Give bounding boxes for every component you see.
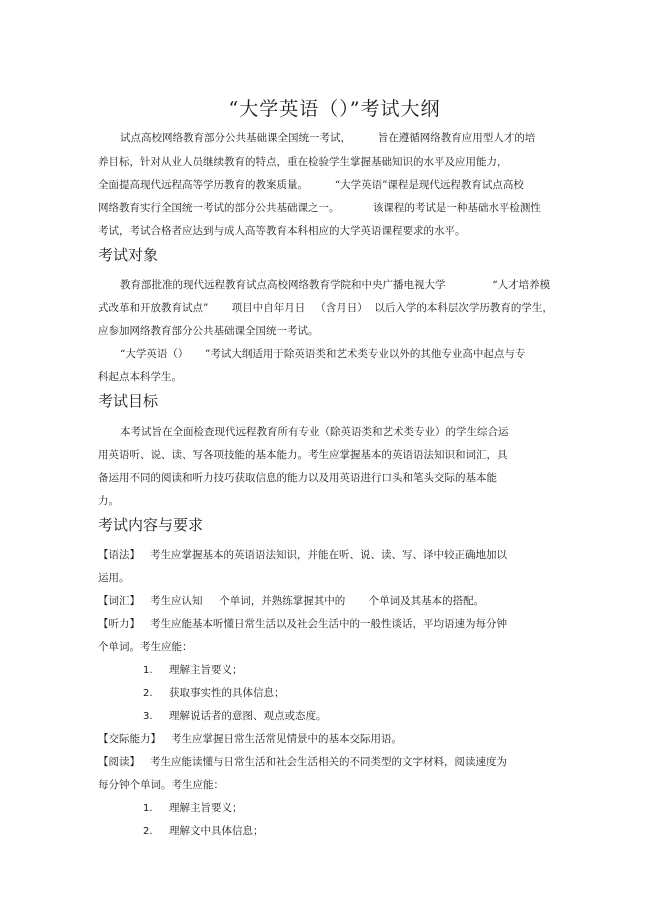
section-line: 备运用不同的阅读和听力技巧获取信息的能力以及用英语进行口头和笔头交际的基本能 (98, 472, 497, 484)
intro-line: 网络教育实行全国统一考试的部分公共基础课之一。 该课程的考试是一种基础水平检测性 (98, 202, 541, 214)
section-line: 运用。 (98, 572, 130, 584)
list-item-number: 1. (143, 803, 153, 814)
intro-line: 全面提高现代远程高等学历教育的教案质量。 “大学英语”课程是现代远程教育试点高校 (98, 179, 524, 191)
section-line: 【听力】 考生应能基本听懂日常生活以及社会生活中的一般性谈话，平均语速为每分钟 (98, 618, 508, 630)
section-line: 科起点本科学生。 (98, 371, 182, 383)
list-item (143, 824, 264, 839)
list-item-number: 2. (143, 688, 153, 699)
section-line: 【交际能力】 考生应掌握日常生活常见情景中的基本交际用语。 (98, 733, 403, 745)
section-line: 用英语听、说、读、写各项技能的基本能力。考生应掌握基本的英语语法知识和词汇，具 (98, 449, 508, 461)
list-item-text: 理解主旨要义； (169, 664, 243, 676)
section-heading: 考试内容与要求 (98, 516, 204, 534)
section-heading: 考试对象 (98, 246, 159, 264)
section-line: 式改革和开放教育试点” 项目中自年月日 （含月日） 以后入学的本科层次学历教育的学生， (98, 302, 553, 314)
list-item-number: 3. (143, 711, 153, 722)
section-line: 力。 (98, 495, 119, 507)
section-heading: 考试目标 (98, 392, 159, 410)
list-item (143, 686, 285, 701)
list-item-text: 理解说话者的意图、观点或态度。 (169, 710, 327, 722)
section-line: 【阅读】 考生应能读懂与日常生活和社会生活相关的不同类型的文字材料，阅读速度为 (98, 756, 508, 768)
list-item-text: 理解文中具体信息； (169, 825, 264, 837)
intro-line: 试点高校网络教育部分公共基础课全国统一考试， 旨在遵循网络教育应用型人才的培 (120, 132, 536, 144)
section-line: 【词汇】 考生应认知 个单词，并熟练掌握其中的 个单词及其基本的搭配。 (98, 595, 485, 607)
section-line: 每分钟个单词。考生应能： (98, 779, 224, 791)
section-line: 本考试旨在全面检查现代远程教育所有专业（除英语类和艺术类专业）的学生综合运 (120, 426, 509, 438)
section-line: 个单词。考生应能： (98, 641, 193, 653)
list-item-text: 获取事实性的具体信息； (169, 687, 285, 699)
list-item (143, 801, 243, 816)
list-item-number: 1. (143, 665, 153, 676)
section-line: 教育部批准的现代远程教育试点高校网络教育学院和中央广播电视大学 “人才培养模 (120, 279, 551, 291)
intro-line: 养目标，针对从业人员继续教育的特点，重在检验学生掌握基础知识的水平及应用能力， (98, 156, 508, 168)
document-title: “大学英语（）”考试大纲 (228, 98, 441, 120)
list-item-text: 理解主旨要义； (169, 802, 243, 814)
list-item-number: 2. (143, 826, 153, 837)
section-line: 【语法】 考生应掌握基本的英语语法知识，并能在听、说、读、写、译中较正确地加以 (98, 549, 508, 561)
section-line: “大学英语（） ”考试大纲适用于除英语类和艺术类专业以外的其他专业高中起点与专 (120, 348, 526, 360)
intro-line: 考试，考试合格者应达到与成人高等教育本科相应的大学英语课程要求的水平。 (98, 225, 466, 237)
list-item (143, 663, 243, 678)
section-line: 应参加网络教育部分公共基础课全国统一考试。 (98, 325, 319, 337)
list-item (143, 709, 327, 724)
